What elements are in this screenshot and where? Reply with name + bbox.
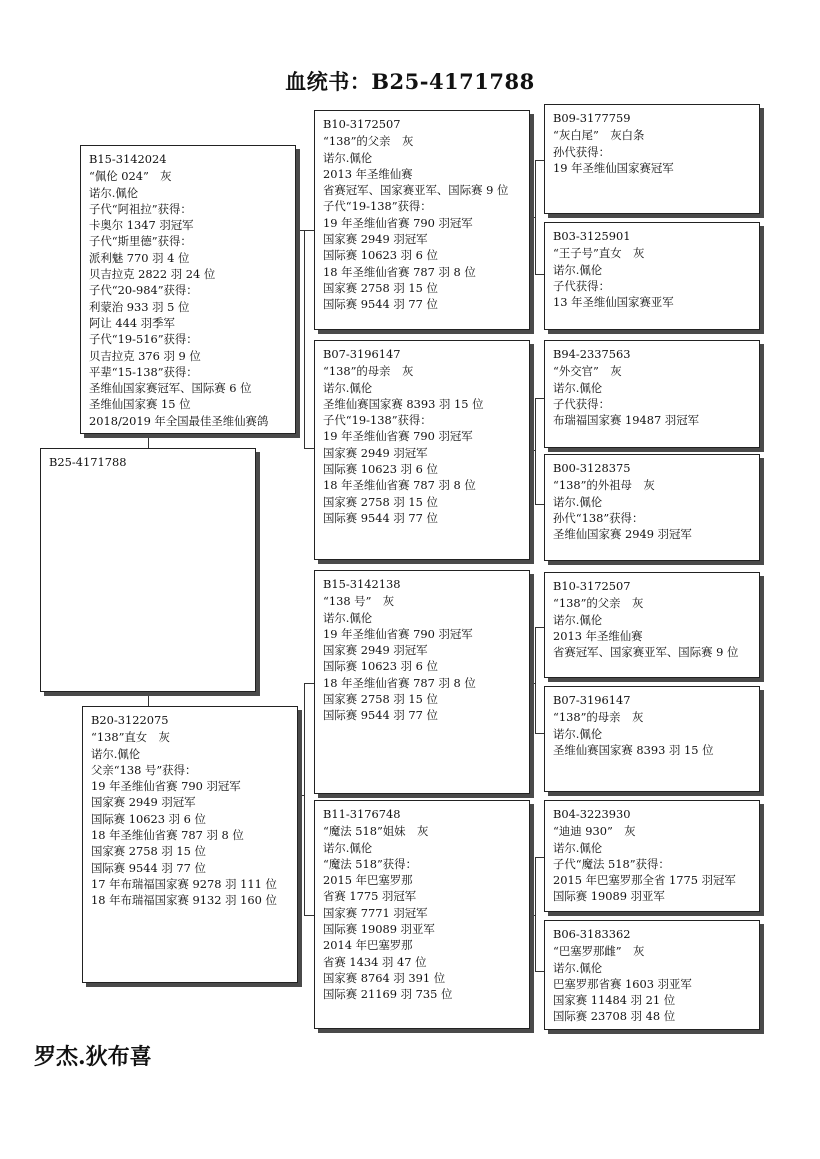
ancestor-box: [544, 572, 760, 678]
info-line: 国家赛 7771 羽冠军: [323, 905, 428, 920]
connector-line: [535, 160, 536, 274]
info-line: 诺尔.佩伦: [89, 185, 139, 200]
connector-line: [296, 230, 304, 231]
info-line: 国际赛 9544 羽 77 位: [323, 297, 438, 312]
info-line: “魔法 518”获得：: [323, 856, 417, 871]
info-line: 国际赛 9544 羽 77 位: [91, 860, 206, 875]
info-line: 诺尔.佩伦: [553, 262, 603, 277]
info-line: 国际赛 9544 羽 77 位: [323, 708, 438, 723]
ring-number: B04-3223930: [553, 807, 631, 821]
info-line: 子代“19-138”获得：: [323, 199, 432, 214]
connector-line: [304, 230, 305, 448]
ancestor-box: [544, 686, 760, 792]
info-line: 18 年圣维仙省赛 787 羽 8 位: [323, 264, 476, 279]
sire-box: [80, 145, 296, 434]
connector-line: [535, 398, 544, 399]
info-line: 18 年圣维仙省赛 787 羽 8 位: [323, 478, 476, 493]
info-line: 国际赛 9544 羽 77 位: [323, 510, 438, 525]
pedigree-title: 血统书：B25-4171788: [285, 69, 535, 94]
info-line: “138”的母亲 灰: [323, 364, 414, 379]
info-line: 诺尔.佩伦: [553, 380, 603, 395]
info-line: 利蒙治 933 羽 5 位: [89, 299, 190, 314]
info-line: “外交官” 灰: [553, 364, 622, 379]
info-line: 19 年圣维仙省赛 790 羽冠军: [323, 429, 473, 444]
info-line: 2013 年圣维仙赛: [553, 628, 643, 643]
info-line: 国家赛 11484 羽 21 位: [553, 993, 676, 1008]
info-line: 诺尔.佩伦: [553, 960, 603, 975]
ring-number: B15-3142024: [89, 152, 167, 166]
info-line: 国家赛 2949 羽冠军: [323, 643, 428, 658]
info-line: 国家赛 8764 羽 391 位: [323, 970, 446, 985]
info-line: 19 年圣维仙省赛 790 羽冠军: [323, 215, 473, 230]
info-line: 子代“19-138”获得：: [323, 413, 432, 428]
info-line: 子代“19-516”获得：: [89, 332, 198, 347]
ring-number: B20-3122075: [91, 713, 169, 727]
info-line: 平辈“15-138”获得：: [89, 364, 198, 379]
info-line: 贝吉拉克 2822 羽 24 位: [89, 267, 216, 282]
info-line: 国际赛 19089 羽亚军: [323, 922, 435, 937]
ancestor-box: [544, 340, 760, 448]
granddam-paternal-box: [314, 340, 530, 560]
ancestor-box: [544, 800, 760, 912]
info-line: 布瑞福国家赛 19487 羽冠军: [553, 413, 699, 428]
connector-line: [535, 857, 536, 971]
info-line: 圣维仙赛国家赛 8393 羽 15 位: [323, 396, 484, 411]
ring-number: B11-3176748: [323, 807, 401, 821]
info-line: “佩伦 024” 灰: [89, 169, 172, 184]
info-line: 子代“20-984”获得：: [89, 283, 198, 298]
ancestor-box: [544, 920, 760, 1030]
info-line: 巴塞罗那省赛 1603 羽亚军: [553, 976, 692, 991]
info-line: 18 年圣维仙省赛 787 羽 8 位: [91, 828, 244, 843]
connector-line: [530, 683, 535, 684]
connector-line: [530, 217, 535, 218]
info-line: 19 年圣维仙省赛 790 羽冠军: [91, 779, 241, 794]
connector-line: [535, 274, 544, 275]
info-line: 19 年圣维仙国家赛冠军: [553, 160, 674, 175]
info-line: “138 号” 灰: [323, 594, 395, 609]
info-line: 2015 年巴塞罗那: [323, 873, 413, 888]
info-line: 子代“魔法 518”获得：: [553, 856, 670, 871]
connector-line: [304, 448, 314, 449]
ancestor-box: [544, 222, 760, 330]
connector-line: [535, 627, 536, 733]
dam-box: [82, 706, 298, 983]
info-line: 诺尔.佩伦: [553, 612, 603, 627]
info-line: 18 年圣维仙省赛 787 羽 8 位: [323, 675, 476, 690]
ring-number: B25-4171788: [49, 455, 127, 469]
ring-number: B07-3196147: [553, 693, 631, 707]
granddam-maternal-box: [314, 800, 530, 1029]
info-line: 省赛冠军、国家赛亚军、国际赛 9 位: [553, 645, 739, 660]
info-line: “魔法 518”姐妹 灰: [323, 824, 429, 839]
info-line: 圣维仙赛国家赛 8393 羽 15 位: [553, 742, 714, 757]
connector-line: [304, 915, 314, 916]
info-line: 圣维仙国家赛 2949 羽冠军: [553, 527, 692, 542]
ring-number: B03-3125901: [553, 229, 631, 243]
ring-number: B06-3183362: [553, 927, 631, 941]
info-line: 2018/2019 年全国最佳圣维仙赛鸽: [89, 413, 269, 428]
info-line: 国际赛 23708 羽 48 位: [553, 1009, 676, 1024]
info-line: 国家赛 2758 羽 15 位: [91, 844, 206, 859]
info-line: 国际赛 10623 羽 6 位: [91, 811, 206, 826]
info-line: 19 年圣维仙省赛 790 羽冠军: [323, 626, 473, 641]
info-line: “138”直女 灰: [91, 730, 170, 745]
info-line: 国家赛 2949 羽冠军: [323, 445, 428, 460]
info-line: 子代获得：: [553, 278, 610, 293]
info-line: 省赛 1434 羽 47 位: [323, 954, 427, 969]
connector-line: [304, 683, 305, 915]
info-line: 诺尔.佩伦: [323, 150, 373, 165]
info-line: 子代“斯里德”获得：: [89, 234, 192, 249]
info-line: 子代获得：: [553, 396, 610, 411]
info-line: 派利魅 770 羽 4 位: [89, 250, 190, 265]
connector-line: [304, 230, 314, 231]
info-line: 国家赛 2758 羽 15 位: [323, 280, 438, 295]
info-line: 诺尔.佩伦: [553, 840, 603, 855]
grandsire-maternal-box: [314, 570, 530, 794]
ancestor-box: [544, 454, 760, 561]
info-line: 国际赛 10623 羽 6 位: [323, 659, 438, 674]
info-line: 18 年布瑞福国家赛 9132 羽 160 位: [91, 893, 277, 908]
ring-number: B15-3142138: [323, 577, 401, 591]
ring-number: B00-3128375: [553, 461, 631, 475]
info-line: “迪迪 930” 灰: [553, 824, 636, 839]
info-line: 诺尔.佩伦: [323, 840, 373, 855]
info-line: 国际赛 10623 羽 6 位: [323, 248, 438, 263]
info-line: 圣维仙国家赛冠军、国际赛 6 位: [89, 381, 252, 396]
info-line: 国家赛 2758 羽 15 位: [323, 692, 438, 707]
connector-line: [148, 434, 149, 448]
subject-box: [40, 448, 256, 692]
info-line: 诺尔.佩伦: [553, 494, 603, 509]
info-line: 卡奥尔 1347 羽冠军: [89, 218, 194, 233]
info-line: 国家赛 2949 羽冠军: [91, 795, 196, 810]
info-line: 17 年布瑞福国家赛 9278 羽 111 位: [91, 876, 277, 891]
info-line: 省赛 1775 羽冠军: [323, 889, 417, 904]
info-line: 2013 年圣维仙赛: [323, 166, 413, 181]
grandsire-paternal-box: [314, 110, 530, 330]
info-line: “巴塞罗那雌” 灰: [553, 944, 645, 959]
info-line: 父亲“138 号”获得：: [91, 762, 197, 777]
ring-number: B94-2337563: [553, 347, 631, 361]
connector-line: [535, 398, 536, 504]
info-line: 阿让 444 羽季军: [89, 315, 175, 330]
ring-number: B09-3177759: [553, 111, 631, 125]
connector-line: [535, 627, 544, 628]
info-line: 国家赛 2758 羽 15 位: [323, 494, 438, 509]
info-line: “灰白尾” 灰白条: [553, 128, 645, 143]
connector-line: [535, 971, 544, 972]
info-line: 国家赛 2949 羽冠军: [323, 232, 428, 247]
info-line: 圣维仙国家赛 15 位: [89, 397, 191, 412]
connector-line: [535, 857, 544, 858]
connector-line: [304, 683, 314, 684]
info-line: 诺尔.佩伦: [553, 726, 603, 741]
ring-number: B10-3172507: [323, 117, 401, 131]
info-line: 贝吉拉克 376 羽 9 位: [89, 348, 201, 363]
info-line: “王子号”直女 灰: [553, 246, 645, 261]
info-line: 2014 年巴塞罗那: [323, 938, 413, 953]
connector-line: [535, 504, 544, 505]
info-line: 诺尔.佩伦: [323, 610, 373, 625]
info-line: 孙代获得：: [553, 144, 610, 159]
info-line: 诺尔.佩伦: [91, 746, 141, 761]
info-line: 13 年圣维仙国家赛亚军: [553, 295, 674, 310]
info-line: 国际赛 10623 羽 6 位: [323, 462, 438, 477]
info-line: 孙代“138”获得：: [553, 510, 644, 525]
ring-number: B07-3196147: [323, 347, 401, 361]
info-line: 国际赛 21169 羽 735 位: [323, 987, 453, 1002]
info-line: 国际赛 19089 羽亚军: [553, 889, 665, 904]
info-line: 2015 年巴塞罗那全省 1775 羽冠军: [553, 873, 736, 888]
owner-name: 罗杰.狄布喜: [34, 1044, 152, 1070]
info-line: “138”的父亲 灰: [323, 134, 414, 149]
info-line: “138”的母亲 灰: [553, 710, 644, 725]
ancestor-box: [544, 104, 760, 214]
info-line: 诺尔.佩伦: [323, 380, 373, 395]
info-line: 省赛冠军、国家赛亚军、国际赛 9 位: [323, 183, 509, 198]
connector-line: [530, 915, 535, 916]
info-line: “138”的外祖母 灰: [553, 478, 655, 493]
connector-line: [535, 733, 544, 734]
info-line: 子代“阿祖拉”获得：: [89, 201, 192, 216]
ring-number: B10-3172507: [553, 579, 631, 593]
connector-line: [148, 692, 149, 706]
connector-line: [530, 450, 535, 451]
connector-line: [535, 160, 544, 161]
info-line: “138”的父亲 灰: [553, 596, 644, 611]
